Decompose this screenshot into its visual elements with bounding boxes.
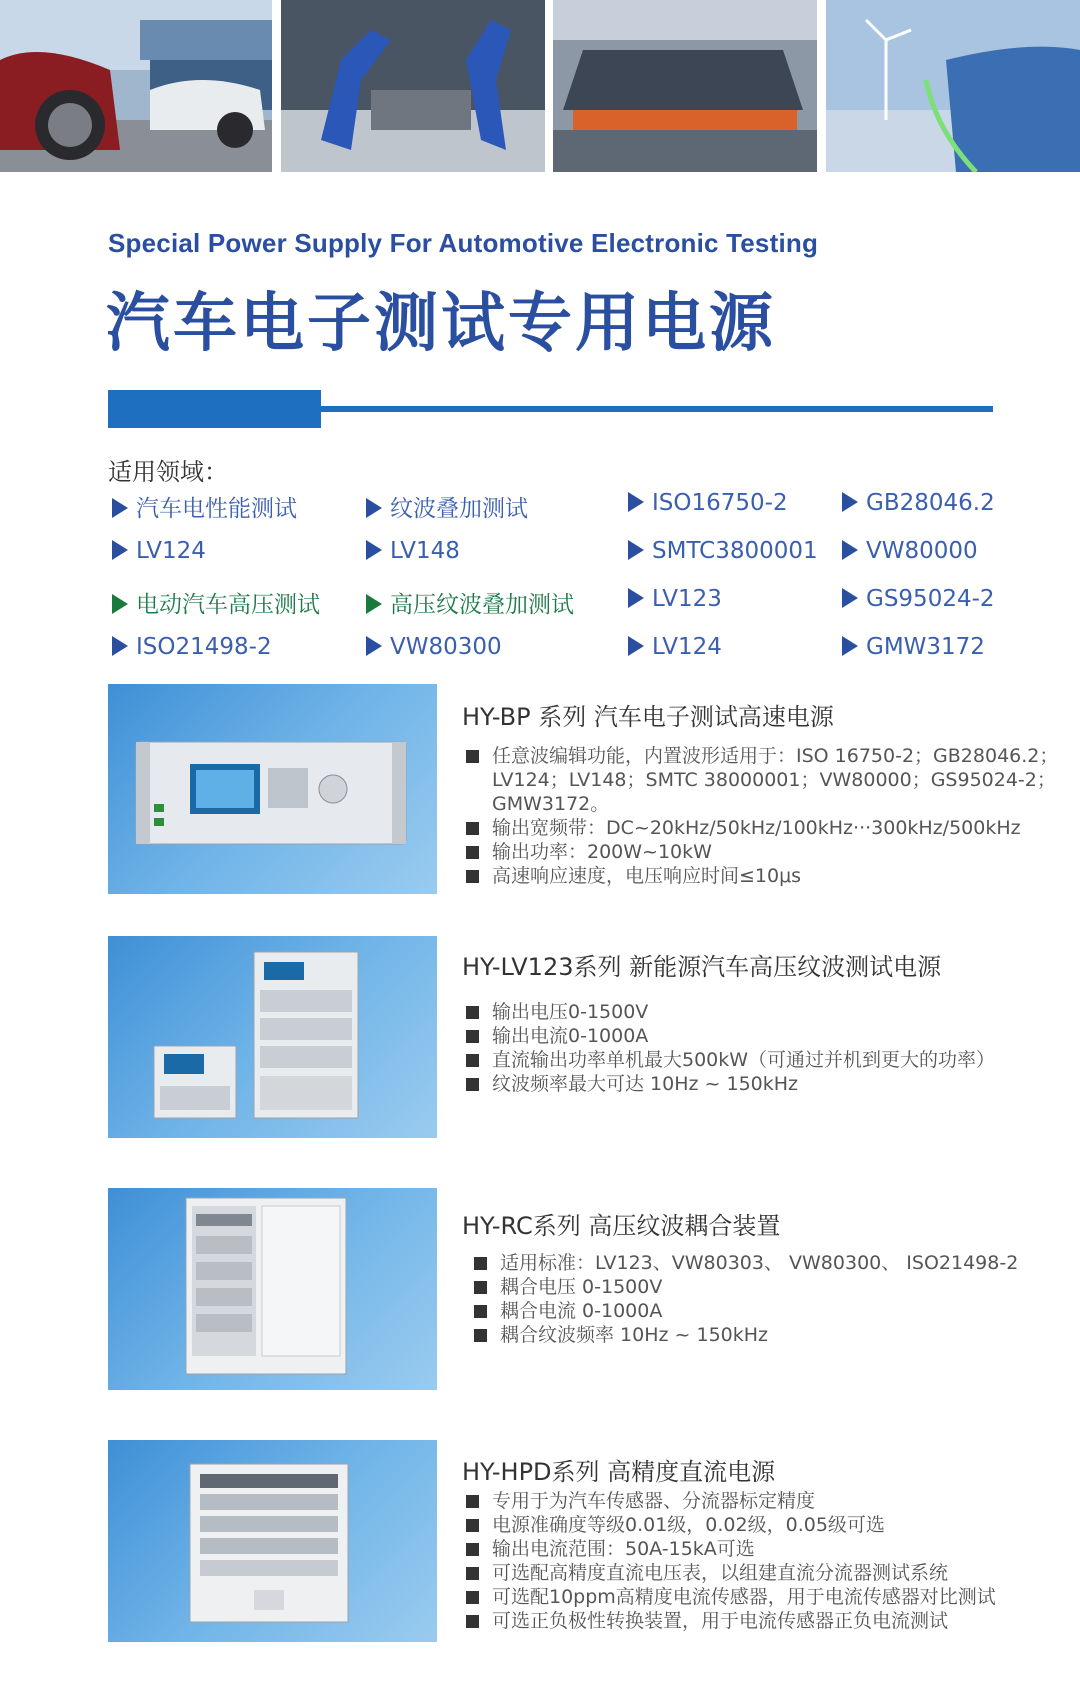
accent-bar-thick bbox=[108, 390, 321, 428]
field-item: 汽车电性能测试 bbox=[112, 490, 297, 523]
product-image-hy-hpd bbox=[108, 1440, 437, 1642]
banner-photo-ev-charging bbox=[826, 0, 1080, 172]
product-features bbox=[470, 1251, 1030, 1347]
product-title: HY-LV123系列 新能源汽车高压纹波测试电源 bbox=[462, 953, 942, 981]
feature-item: 适用标准：LV123、VW80303、 VW80300、 ISO21498-2 bbox=[470, 1251, 1030, 1275]
field-item: LV148 bbox=[366, 538, 460, 564]
field-item: LV124 bbox=[628, 634, 722, 660]
product-title: HY-BP 系列 汽车电子测试高速电源 bbox=[462, 703, 834, 731]
feature-item: 耦合纹波频率 10Hz ~ 150kHz bbox=[470, 1323, 1030, 1347]
field-item: 高压纹波叠加测试 bbox=[366, 586, 574, 619]
page-title: 汽车电子测试专用电源 bbox=[106, 287, 776, 361]
banner bbox=[0, 0, 1080, 172]
triangle-bullet-icon bbox=[842, 588, 858, 608]
product-features bbox=[462, 744, 1062, 888]
triangle-bullet-icon bbox=[112, 594, 128, 614]
field-item: 纹波叠加测试 bbox=[366, 490, 528, 523]
feature-item: 输出电流0-1000A bbox=[462, 1024, 1042, 1048]
feature-item: 输出宽频带：DC~20kHz/50kHz/100kHz···300kHz/500kHz bbox=[462, 816, 1062, 840]
feature-item: 耦合电流 0-1000A bbox=[470, 1299, 1030, 1323]
field-item: VW80300 bbox=[366, 634, 502, 660]
field-item: GS95024-2 bbox=[842, 586, 995, 612]
field-item: 电动汽车高压测试 bbox=[112, 586, 320, 619]
feature-item: 专用于为汽车传感器、分流器标定精度 bbox=[462, 1489, 1042, 1513]
subtitle-english: Special Power Supply For Automotive Electronic Testing bbox=[108, 228, 819, 258]
triangle-bullet-icon bbox=[628, 492, 644, 512]
field-item: LV124 bbox=[112, 538, 206, 564]
field-item: LV123 bbox=[628, 586, 722, 612]
banner-photo-robots bbox=[281, 0, 545, 172]
product-image-hy-lv123 bbox=[108, 936, 437, 1138]
product-title: HY-HPD系列 高精度直流电源 bbox=[462, 1458, 776, 1486]
triangle-bullet-icon bbox=[842, 492, 858, 512]
feature-item: 输出电压0-1500V bbox=[462, 1000, 1042, 1024]
product-title: HY-RC系列 高压纹波耦合装置 bbox=[462, 1212, 781, 1240]
triangle-bullet-icon bbox=[112, 498, 128, 518]
field-item: GMW3172 bbox=[842, 634, 985, 660]
feature-item: 直流输出功率单机最大500kW（可通过并机到更大的功率） bbox=[462, 1048, 1042, 1072]
product-features bbox=[462, 1489, 1042, 1633]
accent-bar-thin bbox=[321, 406, 993, 412]
field-item: ISO21498-2 bbox=[112, 634, 272, 660]
triangle-bullet-icon bbox=[366, 636, 382, 656]
product-features bbox=[462, 1000, 1042, 1096]
product-image-hy-bp bbox=[108, 684, 437, 894]
feature-item: 可选配10ppm高精度电流传感器，用于电流传感器对比测试 bbox=[462, 1585, 1042, 1609]
banner-photo-assembly-line bbox=[553, 0, 817, 172]
triangle-bullet-icon bbox=[628, 636, 644, 656]
field-item: ISO16750-2 bbox=[628, 490, 788, 516]
banner-photo-cars bbox=[0, 0, 272, 172]
triangle-bullet-icon bbox=[628, 540, 644, 560]
feature-item: 任意波编辑功能，内置波形适用于：ISO 16750-2；GB28046.2；LV124；LV148；SMTC 38000001；VW80000；GS95024-2；GMW3172。 bbox=[462, 744, 1062, 816]
application-fields-label: 适用领域： bbox=[108, 458, 228, 486]
triangle-bullet-icon bbox=[628, 588, 644, 608]
feature-item: 纹波频率最大可达 10Hz ~ 150kHz bbox=[462, 1072, 1042, 1096]
triangle-bullet-icon bbox=[842, 636, 858, 656]
triangle-bullet-icon bbox=[366, 594, 382, 614]
feature-item: 可选正负极性转换装置，用于电流传感器正负电流测试 bbox=[462, 1609, 1042, 1633]
field-item: SMTC3800001 bbox=[628, 538, 818, 564]
product-image-hy-rc bbox=[108, 1188, 437, 1390]
field-item: VW80000 bbox=[842, 538, 978, 564]
triangle-bullet-icon bbox=[366, 540, 382, 560]
feature-item: 输出功率：200W~10kW bbox=[462, 840, 1062, 864]
triangle-bullet-icon bbox=[112, 540, 128, 560]
triangle-bullet-icon bbox=[842, 540, 858, 560]
feature-item: 可选配高精度直流电压表，以组建直流分流器测试系统 bbox=[462, 1561, 1042, 1585]
triangle-bullet-icon bbox=[366, 498, 382, 518]
field-item: GB28046.2 bbox=[842, 490, 995, 516]
feature-item: 输出电流范围：50A-15kA可选 bbox=[462, 1537, 1042, 1561]
feature-item: 高速响应速度，电压响应时间≤10μs bbox=[462, 864, 1062, 888]
triangle-bullet-icon bbox=[112, 636, 128, 656]
feature-item: 耦合电压 0-1500V bbox=[470, 1275, 1030, 1299]
feature-item: 电源准确度等级0.01级，0.02级，0.05级可选 bbox=[462, 1513, 1042, 1537]
